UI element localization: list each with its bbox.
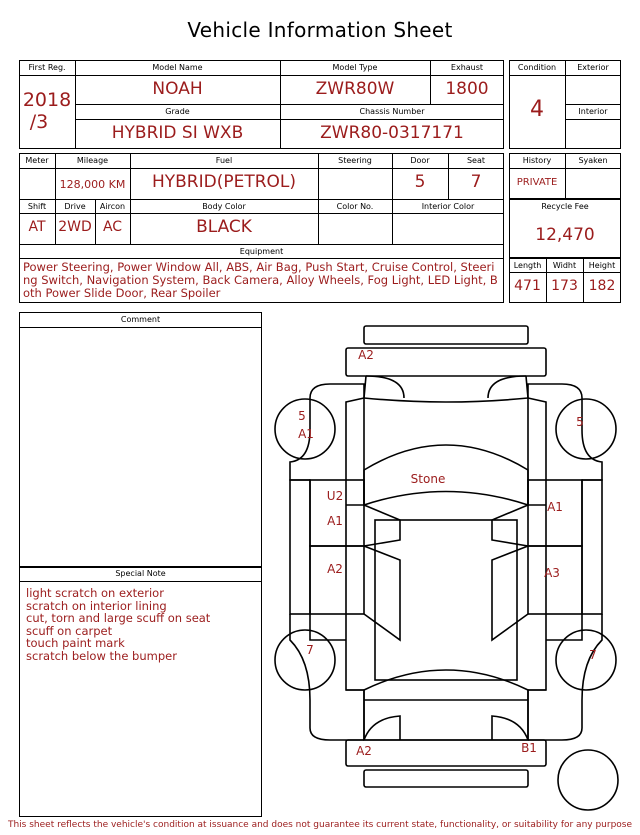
left-sill — [290, 480, 310, 614]
seat-label: Seat — [466, 156, 486, 165]
mark-rear-bumper-right: B1 — [521, 741, 537, 755]
right-fender-top — [528, 384, 582, 398]
right-headlamp — [488, 376, 526, 398]
seat-value: 7 — [470, 172, 482, 192]
left-body-line — [346, 398, 364, 690]
mark-left-front-door-2: A1 — [327, 514, 343, 528]
mark-right-front-door: A1 — [547, 500, 563, 514]
mark-right-rear-door: A3 — [544, 566, 560, 580]
recycle-fee-value: 12,470 — [535, 225, 595, 245]
drive-value: 2WD — [58, 219, 92, 235]
history-value: PRIVATE — [516, 177, 558, 188]
grade-label: Grade — [165, 107, 190, 116]
right-rear-door — [528, 546, 582, 614]
front-bumper-panel — [346, 348, 546, 376]
mark-left-rear-door: A2 — [327, 562, 343, 576]
door-label: Door — [410, 156, 430, 165]
body-color-label: Body Color — [202, 202, 246, 211]
exhaust-value: 1800 — [445, 79, 489, 99]
height-label: Height — [588, 261, 616, 270]
aircon-value: AC — [102, 219, 123, 235]
rear-right-wheel-circle — [556, 630, 616, 690]
door-value: 5 — [414, 172, 426, 192]
fuel-value: HYBRID(PETROL) — [151, 172, 297, 192]
shift-label: Shift — [27, 202, 47, 211]
equipment-list: Power Steering, Power Window All, ABS, Air Bag, Push Start, Cruise Control, Steering Switch, Navigation System, Back Camera, Alloy Wheels, Fog Light, LED Light, Both Power Slide Door, Rear Spoiler — [23, 260, 498, 300]
windshield — [364, 445, 528, 505]
meter-label: Meter — [25, 156, 49, 165]
mark-rear-right-wheel: 7 — [589, 648, 597, 662]
mileage-label: Mileage — [76, 156, 109, 165]
steering-label: Steering — [338, 156, 372, 165]
equipment-label: Equipment — [239, 247, 284, 256]
length-label: Length — [513, 261, 542, 270]
exhaust-label: Exhaust — [450, 63, 484, 72]
mark-front-left-wheel-code: A1 — [298, 427, 314, 441]
disclaimer-footer: This sheet reflects the vehicle's condition at issuance and does not guarantee its current state, functionality, or suitability for any purpose — [7, 820, 633, 830]
mark-rear-bumper-left: A2 — [356, 744, 372, 758]
drive-label: Drive — [64, 202, 86, 211]
syaken-label: Syaken — [578, 156, 608, 165]
rear-step-bar — [364, 770, 528, 787]
model-name-value: NOAH — [152, 79, 203, 99]
left-rear-door — [310, 546, 364, 614]
shift-value: AT — [28, 219, 46, 235]
left-fender-top — [310, 384, 364, 398]
special-note-item: cut, torn and large scuff on seat — [26, 611, 211, 625]
spare-wheel-circle — [558, 750, 618, 810]
special-note-label: Special Note — [115, 569, 166, 578]
model-type-label: Model Type — [332, 63, 378, 72]
right-sill — [582, 480, 602, 614]
special-note-item: light scratch on exterior — [26, 586, 164, 600]
history-label: History — [522, 156, 552, 165]
right-body-line — [528, 398, 546, 690]
right-fender — [582, 398, 602, 480]
interior-color-label: Interior Color — [421, 202, 475, 211]
rear-bumper-panel — [346, 740, 546, 766]
model-type-value: ZWR80W — [315, 79, 395, 99]
first-reg-label: First Reg. — [28, 63, 66, 72]
interior-label: Interior — [578, 107, 608, 116]
left-rear-quarter — [290, 614, 364, 740]
mark-left-front-door-1: U2 — [326, 489, 344, 503]
condition-grade: 4 — [530, 97, 544, 122]
mark-rear-left-wheel: 7 — [306, 643, 314, 657]
hood-outline — [364, 376, 528, 402]
model-name-label: Model Name — [152, 63, 203, 72]
roof-top-bar — [364, 326, 528, 344]
special-note-item: touch paint mark — [26, 636, 125, 650]
width-value: 173 — [551, 278, 578, 294]
condition-label: Condition — [517, 63, 557, 72]
left-headlamp — [366, 376, 404, 398]
width-label: Widht — [552, 261, 577, 270]
special-note-item: scuff on carpet — [26, 623, 113, 638]
rear-left-wheel-circle — [275, 630, 335, 690]
chassis-number-label: Chassis Number — [359, 107, 425, 116]
length-value: 471 — [514, 278, 541, 294]
height-value: 182 — [588, 278, 616, 294]
roof-panel — [375, 520, 517, 680]
mark-front-left-wheel: 5 — [298, 409, 306, 423]
mark-front-right-wheel: 5 — [576, 415, 584, 429]
right-rear-quarter — [528, 614, 602, 740]
aircon-label: Aircon — [99, 202, 126, 211]
first-reg-month: /3 — [29, 111, 49, 133]
grade-value: HYBRID SI WXB — [111, 123, 244, 143]
chassis-number-value: ZWR80-0317171 — [320, 123, 464, 143]
mark-front-bumper: A2 — [358, 348, 374, 362]
comment-label: Comment — [120, 315, 161, 324]
special-note-item: scratch on interior lining — [26, 598, 167, 613]
color-no-label: Color No. — [336, 202, 374, 211]
right-front-window — [492, 505, 528, 546]
sheet-title: Vehicle Information Sheet — [187, 18, 453, 42]
mark-windshield: Stone — [410, 472, 446, 486]
recycle-fee-label: Recycle Fee — [541, 202, 589, 211]
special-note-item: scratch below the bumper — [26, 648, 177, 663]
left-front-window — [364, 505, 400, 546]
exterior-label: Exterior — [577, 63, 609, 72]
mileage-value: 128,000 KM — [59, 178, 126, 191]
body-color-value: BLACK — [196, 217, 252, 237]
first-reg-year: 2018 — [22, 89, 72, 111]
fuel-label: Fuel — [215, 156, 233, 165]
